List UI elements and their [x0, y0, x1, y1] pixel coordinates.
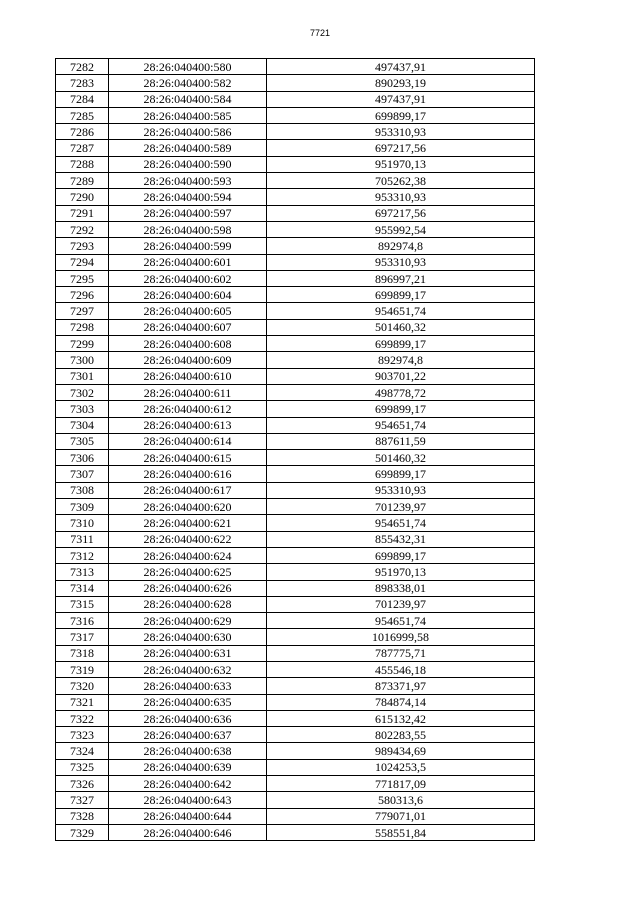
value-cell: 501460,32 [267, 319, 535, 335]
value-cell: 898338,01 [267, 580, 535, 596]
value-cell: 779071,01 [267, 808, 535, 824]
value-cell: 699899,17 [267, 547, 535, 563]
row-number-cell: 7307 [56, 466, 109, 482]
table-row [56, 515, 535, 531]
row-number-cell: 7313 [56, 564, 109, 580]
row-number-cell: 7304 [56, 417, 109, 433]
table-row [56, 808, 535, 824]
cadastral-number-cell: 28:26:040400:608 [109, 336, 267, 352]
row-number-cell: 7299 [56, 336, 109, 352]
page-number: 7721 [309, 28, 331, 38]
value-cell: 896997,21 [267, 270, 535, 286]
table-row [56, 613, 535, 629]
table-row [56, 59, 535, 75]
cadastral-number-cell: 28:26:040400:617 [109, 482, 267, 498]
cadastral-number-cell: 28:26:040400:613 [109, 417, 267, 433]
table-body [56, 59, 535, 841]
table-row [56, 238, 535, 254]
row-number-cell: 7324 [56, 743, 109, 759]
row-number-cell: 7314 [56, 580, 109, 596]
cadastral-number-cell: 28:26:040400:621 [109, 515, 267, 531]
table-row [56, 466, 535, 482]
table-row [56, 743, 535, 759]
cadastral-number-cell: 28:26:040400:614 [109, 433, 267, 449]
value-cell: 497437,91 [267, 59, 535, 75]
value-cell: 701239,97 [267, 596, 535, 612]
table-row [56, 336, 535, 352]
cadastral-number-cell: 28:26:040400:620 [109, 499, 267, 515]
row-number-cell: 7282 [56, 59, 109, 75]
value-cell: 953310,93 [267, 254, 535, 270]
value-cell: 953310,93 [267, 189, 535, 205]
cadastral-number-cell: 28:26:040400:639 [109, 759, 267, 775]
cadastral-number-cell: 28:26:040400:642 [109, 776, 267, 792]
row-number-cell: 7288 [56, 156, 109, 172]
cadastral-number-cell: 28:26:040400:585 [109, 107, 267, 123]
cadastral-number-cell: 28:26:040400:601 [109, 254, 267, 270]
row-number-cell: 7301 [56, 368, 109, 384]
row-number-cell: 7327 [56, 792, 109, 808]
table-row [56, 564, 535, 580]
value-cell: 892974,8 [267, 352, 535, 368]
table-row [56, 91, 535, 107]
table-row [56, 352, 535, 368]
row-number-cell: 7291 [56, 205, 109, 221]
cadastral-number-cell: 28:26:040400:626 [109, 580, 267, 596]
cadastral-number-cell: 28:26:040400:594 [109, 189, 267, 205]
table-row [56, 727, 535, 743]
cadastral-number-cell: 28:26:040400:633 [109, 678, 267, 694]
cadastral-number-cell: 28:26:040400:593 [109, 173, 267, 189]
value-cell: 951970,13 [267, 156, 535, 172]
table-row [56, 303, 535, 319]
table-row [56, 124, 535, 140]
value-cell: 558551,84 [267, 824, 535, 840]
value-cell: 954651,74 [267, 613, 535, 629]
row-number-cell: 7309 [56, 499, 109, 515]
value-cell: 787775,71 [267, 645, 535, 661]
row-number-cell: 7308 [56, 482, 109, 498]
value-cell: 699899,17 [267, 336, 535, 352]
cadastral-number-cell: 28:26:040400:609 [109, 352, 267, 368]
row-number-cell: 7287 [56, 140, 109, 156]
cadastral-number-cell: 28:26:040400:599 [109, 238, 267, 254]
cadastral-number-cell: 28:26:040400:628 [109, 596, 267, 612]
row-number-cell: 7319 [56, 661, 109, 677]
table-row [56, 661, 535, 677]
value-cell: 615132,42 [267, 710, 535, 726]
row-number-cell: 7283 [56, 75, 109, 91]
row-number-cell: 7328 [56, 808, 109, 824]
table-row [56, 450, 535, 466]
cadastral-number-cell: 28:26:040400:586 [109, 124, 267, 140]
table-row [56, 173, 535, 189]
table-row [56, 189, 535, 205]
table-row [56, 384, 535, 400]
table-row [56, 792, 535, 808]
value-cell: 455546,18 [267, 661, 535, 677]
row-number-cell: 7323 [56, 727, 109, 743]
value-cell: 951970,13 [267, 564, 535, 580]
cadastral-number-cell: 28:26:040400:602 [109, 270, 267, 286]
table-row [56, 270, 535, 286]
table-row [56, 319, 535, 335]
row-number-cell: 7289 [56, 173, 109, 189]
value-cell: 1016999,58 [267, 629, 535, 645]
cadastral-number-cell: 28:26:040400:632 [109, 661, 267, 677]
cadastral-number-cell: 28:26:040400:598 [109, 221, 267, 237]
cadastral-number-cell: 28:26:040400:610 [109, 368, 267, 384]
row-number-cell: 7312 [56, 547, 109, 563]
table-row [56, 156, 535, 172]
cadastral-number-cell: 28:26:040400:604 [109, 287, 267, 303]
value-cell: 697217,56 [267, 205, 535, 221]
cadastral-number-cell: 28:26:040400:612 [109, 401, 267, 417]
cadastral-number-cell: 28:26:040400:635 [109, 694, 267, 710]
cadastral-number-cell: 28:26:040400:637 [109, 727, 267, 743]
row-number-cell: 7296 [56, 287, 109, 303]
value-cell: 784874,14 [267, 694, 535, 710]
cadastral-number-cell: 28:26:040400:646 [109, 824, 267, 840]
value-cell: 989434,69 [267, 743, 535, 759]
value-cell: 498778,72 [267, 384, 535, 400]
value-cell: 497437,91 [267, 91, 535, 107]
table-row [56, 645, 535, 661]
table-row [56, 221, 535, 237]
value-cell: 771817,09 [267, 776, 535, 792]
row-number-cell: 7310 [56, 515, 109, 531]
value-cell: 887611,59 [267, 433, 535, 449]
value-cell: 699899,17 [267, 287, 535, 303]
table-row [56, 368, 535, 384]
cadastral-number-cell: 28:26:040400:584 [109, 91, 267, 107]
row-number-cell: 7292 [56, 221, 109, 237]
table-row [56, 499, 535, 515]
row-number-cell: 7300 [56, 352, 109, 368]
cadastral-number-cell: 28:26:040400:590 [109, 156, 267, 172]
table-row [56, 140, 535, 156]
row-number-cell: 7284 [56, 91, 109, 107]
table-row [56, 107, 535, 123]
value-cell: 699899,17 [267, 401, 535, 417]
cadastral-number-cell: 28:26:040400:638 [109, 743, 267, 759]
cadastral-number-cell: 28:26:040400:615 [109, 450, 267, 466]
value-cell: 953310,93 [267, 124, 535, 140]
row-number-cell: 7321 [56, 694, 109, 710]
table-row [56, 678, 535, 694]
row-number-cell: 7317 [56, 629, 109, 645]
table-row [56, 75, 535, 91]
cadastral-number-cell: 28:26:040400:611 [109, 384, 267, 400]
cadastral-number-cell: 28:26:040400:597 [109, 205, 267, 221]
value-cell: 955992,54 [267, 221, 535, 237]
row-number-cell: 7311 [56, 531, 109, 547]
cadastral-number-cell: 28:26:040400:582 [109, 75, 267, 91]
row-number-cell: 7325 [56, 759, 109, 775]
table-row [56, 694, 535, 710]
value-cell: 699899,17 [267, 466, 535, 482]
value-cell: 1024253,5 [267, 759, 535, 775]
cadastral-number-cell: 28:26:040400:607 [109, 319, 267, 335]
value-cell: 903701,22 [267, 368, 535, 384]
cadastral-number-cell: 28:26:040400:624 [109, 547, 267, 563]
row-number-cell: 7326 [56, 776, 109, 792]
table-row [56, 710, 535, 726]
cadastral-number-cell: 28:26:040400:629 [109, 613, 267, 629]
cadastral-number-cell: 28:26:040400:589 [109, 140, 267, 156]
value-cell: 802283,55 [267, 727, 535, 743]
value-cell: 892974,8 [267, 238, 535, 254]
row-number-cell: 7285 [56, 107, 109, 123]
table-row [56, 205, 535, 221]
cadastral-number-cell: 28:26:040400:616 [109, 466, 267, 482]
table-row [56, 596, 535, 612]
cadastral-number-cell: 28:26:040400:625 [109, 564, 267, 580]
table-row [56, 580, 535, 596]
row-number-cell: 7305 [56, 433, 109, 449]
table-row [56, 776, 535, 792]
table-row [56, 531, 535, 547]
row-number-cell: 7315 [56, 596, 109, 612]
table-row [56, 287, 535, 303]
row-number-cell: 7286 [56, 124, 109, 140]
row-number-cell: 7316 [56, 613, 109, 629]
value-cell: 705262,38 [267, 173, 535, 189]
row-number-cell: 7290 [56, 189, 109, 205]
value-cell: 954651,74 [267, 515, 535, 531]
cadastral-number-cell: 28:26:040400:580 [109, 59, 267, 75]
row-number-cell: 7303 [56, 401, 109, 417]
value-cell: 890293,19 [267, 75, 535, 91]
row-number-cell: 7298 [56, 319, 109, 335]
cadastral-number-cell: 28:26:040400:636 [109, 710, 267, 726]
row-number-cell: 7293 [56, 238, 109, 254]
row-number-cell: 7306 [56, 450, 109, 466]
value-cell: 699899,17 [267, 107, 535, 123]
row-number-cell: 7295 [56, 270, 109, 286]
table-row [56, 433, 535, 449]
table-row [56, 629, 535, 645]
cadastral-number-cell: 28:26:040400:631 [109, 645, 267, 661]
value-cell: 954651,74 [267, 417, 535, 433]
cadastral-number-cell: 28:26:040400:644 [109, 808, 267, 824]
cadastral-number-cell: 28:26:040400:622 [109, 531, 267, 547]
data-table [55, 58, 535, 841]
table-row [56, 547, 535, 563]
table-row [56, 417, 535, 433]
row-number-cell: 7294 [56, 254, 109, 270]
table-row [56, 401, 535, 417]
table-row [56, 482, 535, 498]
cadastral-number-cell: 28:26:040400:605 [109, 303, 267, 319]
row-number-cell: 7329 [56, 824, 109, 840]
value-cell: 701239,97 [267, 499, 535, 515]
table-row [56, 254, 535, 270]
row-number-cell: 7320 [56, 678, 109, 694]
value-cell: 697217,56 [267, 140, 535, 156]
cadastral-number-cell: 28:26:040400:643 [109, 792, 267, 808]
value-cell: 873371,97 [267, 678, 535, 694]
value-cell: 580313,6 [267, 792, 535, 808]
table-row [56, 824, 535, 840]
value-cell: 501460,32 [267, 450, 535, 466]
cadastral-number-cell: 28:26:040400:630 [109, 629, 267, 645]
value-cell: 954651,74 [267, 303, 535, 319]
value-cell: 953310,93 [267, 482, 535, 498]
row-number-cell: 7297 [56, 303, 109, 319]
row-number-cell: 7318 [56, 645, 109, 661]
row-number-cell: 7322 [56, 710, 109, 726]
value-cell: 855432,31 [267, 531, 535, 547]
row-number-cell: 7302 [56, 384, 109, 400]
table-row [56, 759, 535, 775]
